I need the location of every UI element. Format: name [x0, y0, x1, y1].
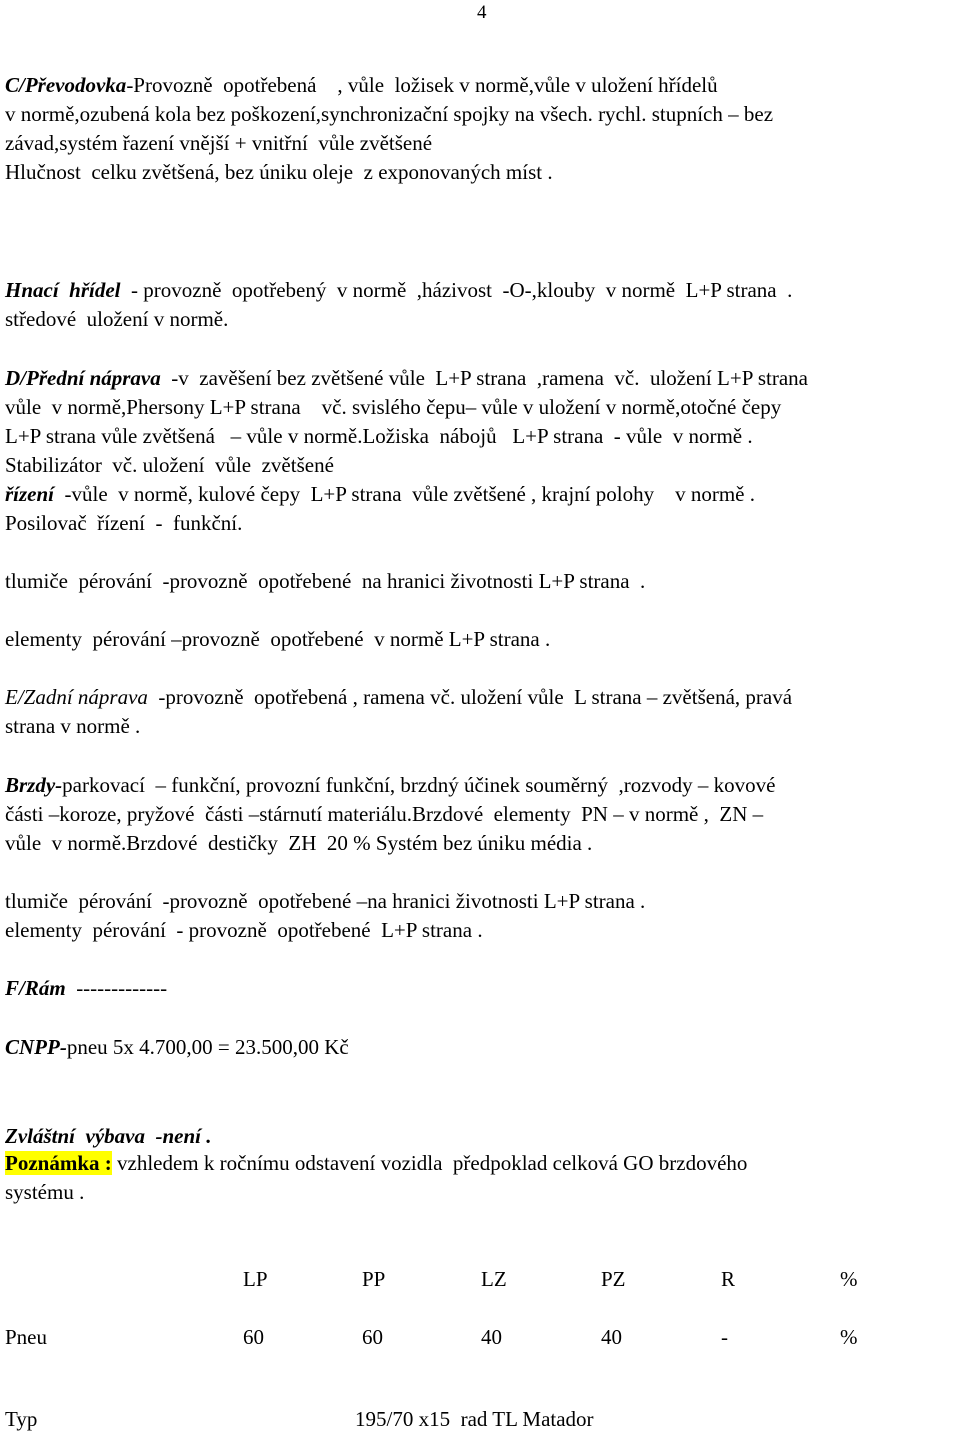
c-section-line-2: v normě,ozubená kola bez poškození,synchronizační spojky na všech. rychl. stupních – bez [5, 102, 774, 126]
zvlastni-vybava: Zvláštní výbava -není . [5, 1124, 212, 1148]
e-section-text: -provozně opotřebená , ramena vč. uložení vůle L strana – zvětšená, pravá [147, 685, 793, 709]
header-percent: % [840, 1267, 858, 1291]
poznamka-line-1 [5, 1151, 747, 1176]
tlumice-line-1: tlumiče pérování -provozně opotřebené na hranici životnosti L+P strana . [5, 569, 646, 593]
pneu-pp: 60 [362, 1325, 383, 1349]
rizeni-text: -vůle v normě, kulové čepy L+P strana vůle zvětšené , krajní polohy v normě . [54, 482, 755, 506]
elementy-line-2: elementy pérování - provozně opotřebené L+P strana . [5, 918, 483, 942]
brzdy-line-3: vůle v normě.Brzdové destičky ZH 20 % Systém bez úniku média . [5, 831, 593, 855]
pneu-pz: 40 [601, 1325, 622, 1349]
header-pp: PP [362, 1267, 386, 1291]
hnaci-text: - provozně opotřebený v normě ,házivost -O-,klouby v normě L+P strana . [120, 278, 793, 302]
c-section-line-1 [5, 73, 718, 98]
elementy-line-1: elementy pérování –provozně opotřebené v normě L+P strana . [5, 627, 551, 651]
cnpp-text: pneu 5x 4.700,00 = 23.500,00 Kč [66, 1035, 349, 1059]
d-section-line-2: vůle v normě,Phersony L+P strana vč. svislého čepu– vůle v uložení v normě,otočné čepy [5, 395, 782, 419]
typ-label: Typ [5, 1407, 38, 1431]
f-section-line [5, 976, 167, 1001]
f-section-dashes: ------------- [65, 976, 168, 1000]
pneu-label: Pneu [5, 1325, 47, 1349]
pneu-r: - [721, 1325, 728, 1349]
d-section-line-1 [5, 366, 808, 391]
d-section-line-4: Stabilizátor vč. uložení vůle zvětšené [5, 453, 334, 477]
typ-value: 195/70 x15 rad TL Matador [355, 1407, 594, 1431]
e-section-line-1 [5, 685, 792, 710]
hnaci-line-1 [5, 278, 792, 303]
c-section-line-4: Hlučnost celku zvětšená, bez úniku oleje z exponovaných míst . [5, 160, 553, 184]
c-section-line-3: závad,systém řazení vnější + vnitřní vůle zvětšené [5, 131, 433, 155]
header-r: R [721, 1267, 736, 1291]
pneu-percent: % [840, 1325, 858, 1349]
poznamka-line-2: systému . [5, 1180, 85, 1204]
rizeni-title: řízení [5, 482, 55, 506]
poznamka-label: Poznámka : [5, 1151, 112, 1175]
page-number: 4 [477, 2, 487, 23]
brzdy-line-2: části –koroze, pryžové části –stárnutí materiálu.Brzdové elementy PN – v normě , ZN – [5, 802, 764, 826]
d-section-line-5 [5, 482, 755, 507]
cnpp-line [5, 1035, 349, 1060]
c-section-title: C/Převodovka [5, 73, 127, 97]
d-section-line-6: Posilovač řízení - funkční. [5, 511, 243, 535]
header-lp: LP [243, 1267, 268, 1291]
brzdy-title: Brzdy- [5, 773, 63, 797]
brzdy-line-1 [5, 773, 775, 798]
header-pz: PZ [601, 1267, 626, 1291]
pneu-lp: 60 [243, 1325, 264, 1349]
tlumice-line-2: tlumiče pérování -provozně opotřebené –na hranici životnosti L+P strana . [5, 889, 646, 913]
hnaci-line-2: středové uložení v normě. [5, 307, 229, 331]
d-section-line-3: L+P strana vůle zvětšená – vůle v normě.Ložiska nábojů L+P strana - vůle v normě . [5, 424, 753, 448]
brzdy-text: parkovací – funkční, provozní funkční, brzdný účinek souměrný ,rozvody – kovové [62, 773, 776, 797]
poznamka-text: vzhledem k ročnímu odstavení vozidla předpoklad celková GO brzdového [111, 1151, 748, 1175]
header-lz: LZ [481, 1267, 507, 1291]
hnaci-title: Hnací hřídel [5, 278, 121, 302]
f-section-title: F/Rám [5, 976, 66, 1000]
e-section-title: E/Zadní náprava [5, 685, 148, 709]
e-section-line-2: strana v normě . [5, 714, 141, 738]
c-section-text: -Provozně opotřebená , vůle ložisek v normě,vůle v uložení hřídelů [126, 73, 718, 97]
pneu-lz: 40 [481, 1325, 502, 1349]
d-section-text: -v zavěšení bez zvětšené vůle L+P strana ,ramena vč. uložení L+P strana [160, 366, 808, 390]
d-section-title: D/Přední náprava [5, 366, 161, 390]
cnpp-title: CNPP- [5, 1035, 67, 1059]
